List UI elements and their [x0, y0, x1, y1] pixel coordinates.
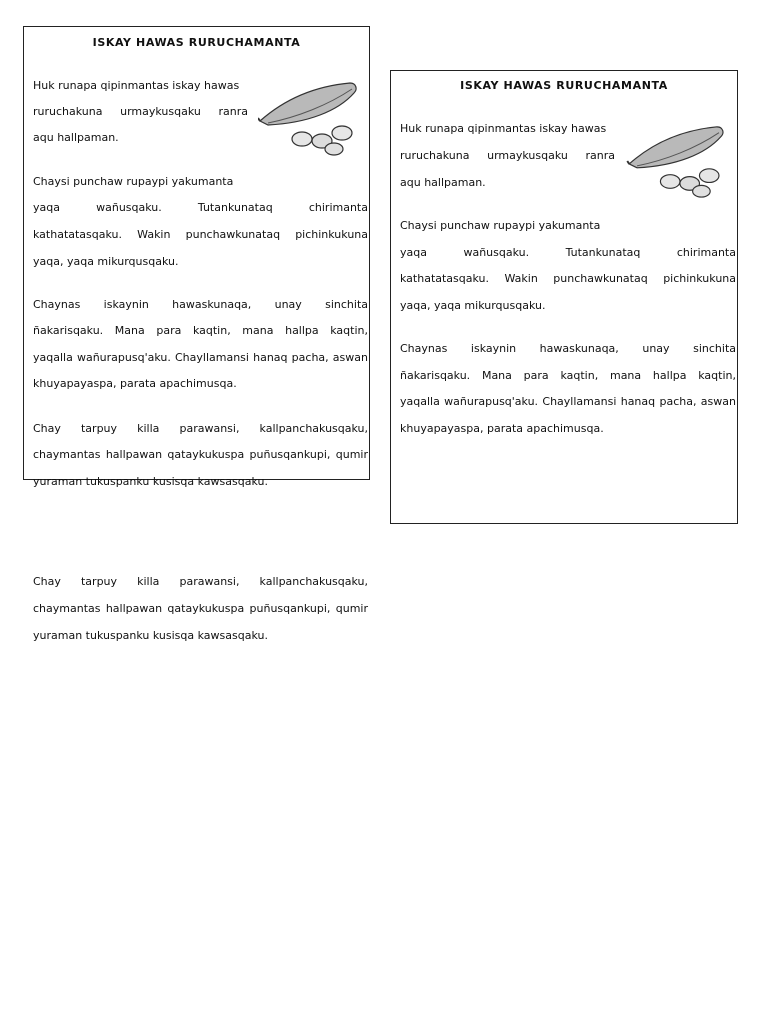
p1-line2: ruruchakuna urmaykusqaku ranra — [33, 105, 248, 118]
p1-line1: Huk runapa qipinmantas iskay hawas — [400, 122, 607, 135]
p1-line3: aqu hallpaman. — [33, 131, 119, 144]
p2-line2: yaqa wañusqaku. Tutankunataq chirimanta — [33, 201, 368, 214]
spill-line1: Chay tarpuy killa parawansi, kallpanchakusqaku, — [33, 575, 368, 588]
p3-line4: khuyapayaspa, parata apachimusqa. — [33, 377, 237, 390]
story-card-right — [390, 70, 738, 524]
p3-line3: yaqalla wañurapusq'aku. Chayllamansi hanaq pacha, aswan — [33, 351, 368, 364]
p2-line3: kathatatasqaku. Wakin punchawkunataq pichinkukuna — [400, 272, 736, 285]
p3-line2: ñakarisqaku. Mana para kaqtin, mana hallpa kaqtin, — [33, 324, 368, 337]
p2-line1: Chaysi punchaw rupaypi yakumanta — [33, 175, 234, 188]
story-title: ISKAY HAWAS RURUCHAMANTA — [92, 36, 301, 49]
p3-line3: yaqalla wañurapusq'aku. Chayllamansi hanaq pacha, aswan — [400, 395, 736, 408]
p3-line2: ñakarisqaku. Mana para kaqtin, mana hallpa kaqtin, — [400, 369, 736, 382]
p2-line1: Chaysi punchaw rupaypi yakumanta — [400, 219, 601, 232]
p2-line4: yaqa, yaqa mikurqusqaku. — [33, 255, 179, 268]
story-title: ISKAY HAWAS RURUCHAMANTA — [460, 79, 668, 92]
p3-line1: Chaynas iskaynin hawaskunaqa, unay sinchita — [400, 342, 736, 355]
p4-line3: yuraman tukuspanku kusisqa kawsasqaku. — [33, 475, 268, 488]
p1-line2: ruruchakuna urmaykusqaku ranra — [400, 149, 615, 162]
spill-line3: yuraman tukuspanku kusisqa kawsasqaku. — [33, 629, 268, 642]
p1-line1: Huk runapa qipinmantas iskay hawas — [33, 79, 240, 92]
spill-line2: chaymantas hallpawan qataykukuspa puñusqankupi, qumir — [33, 602, 368, 615]
bean-pod-image — [623, 121, 733, 201]
p2-line3: kathatatasqaku. Wakin punchawkunataq pichinkukuna — [33, 228, 368, 241]
p3-line1: Chaynas iskaynin hawaskunaqa, unay sinchita — [33, 298, 368, 311]
p1-line3: aqu hallpaman. — [400, 176, 486, 189]
bean-pod-image — [258, 77, 362, 159]
p2-line2: yaqa wañusqaku. Tutankunataq chirimanta — [400, 246, 736, 259]
p4-line1: Chay tarpuy killa parawansi, kallpanchakusqaku, — [33, 422, 368, 435]
story-card-left — [23, 26, 370, 488]
p3-line4: khuyapayaspa, parata apachimusqa. — [400, 422, 604, 435]
p2-line4: yaqa, yaqa mikurqusqaku. — [400, 299, 546, 312]
p4-line2: chaymantas hallpawan qataykukuspa puñusqankupi, qumir — [33, 448, 368, 461]
